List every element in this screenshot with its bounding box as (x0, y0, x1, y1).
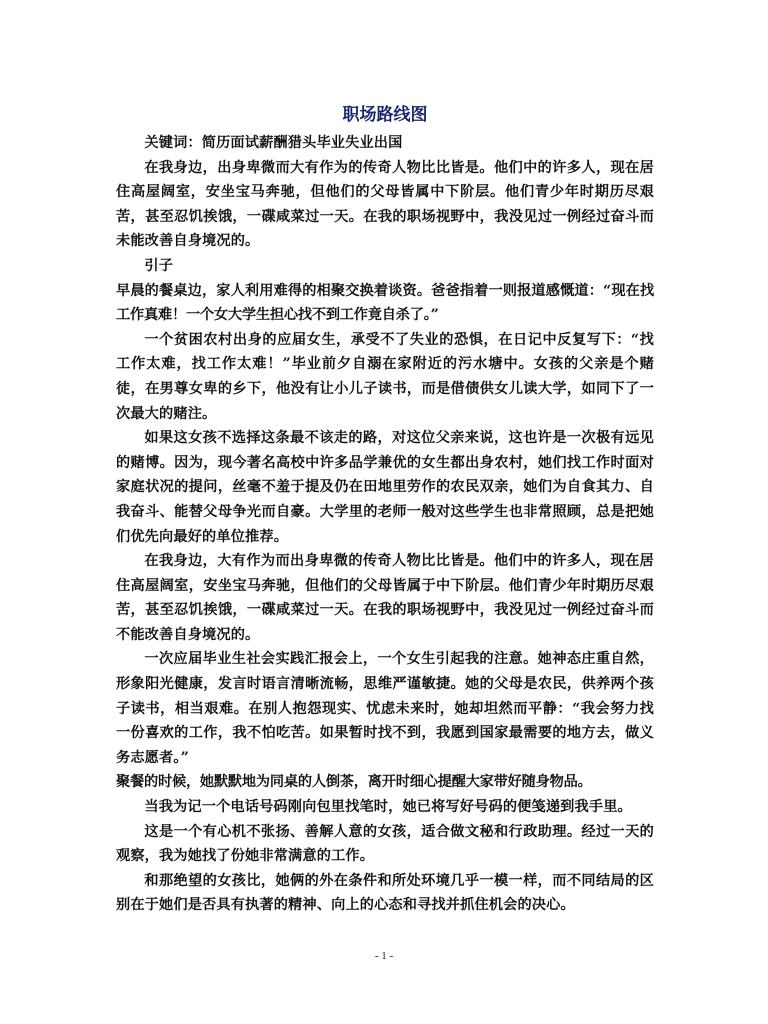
paragraph-10: 和那绝望的女孩比，她俩的外在条件和所处环境几乎一模一样，而不同结局的区别在于她们是否具有执著的精神、向上的心态和寻找并抓住机会的决心。 (116, 872, 654, 914)
document-page (116, 104, 654, 918)
section-heading-intro: 引子 (144, 257, 174, 274)
paragraph-1: 在我身边，出身卑微而大有作为的传奇人物比比皆是。他们中的许多人，现在居住高屋阔室，安坐宝马奔驰，但他们的父母皆属中下阶层。他们青少年时期历尽艰苦，甚至忍饥挨饿，一碟咸菜过一天。在我的职场视野中，我没见过一例经过奋斗而未能改善自身境况的。 (116, 159, 654, 250)
paragraph-4: 如果这女孩不选择这条最不该走的路，对这位父亲来说，这也许是一次极有远见的赌博。因为，现今著名高校中许多品学兼优的女生都出身农村，她们找工作时面对家庭状况的提问，丝毫不羞于提及仍在田地里劳作的农民双亲，她们为自食其力、自我奋斗、能替父母争光而自豪。大学里的老师一般对这些学生也非常照顾，总是把她们优先向最好的单位推荐。 (116, 430, 654, 545)
paragraph-8: 当我为记一个电话号码刚向包里找笔时，她已将写好号码的便笺递到我手里。 (144, 799, 632, 816)
paragraph-6: 一次应届毕业生社会实践汇报会上，一个女生引起我的注意。她神态庄重自然，形象阳光健康，发言时语言清晰流畅，思维严谨敏捷。她的父母是农民，供养两个孩子读书，相当艰难。在别人抱怨现实、忧虑未来时，她却坦然而平静：“我会努力找一份喜欢的工作，我不怕吃苦。如果暂时找不到，我愿到国家最需要的地方去，做义务志愿者。” (116, 651, 654, 766)
page-number: - 1 - (374, 950, 394, 962)
paragraph-5: 在我身边，大有作为而出身卑微的传奇人物比比皆是。他们中的许多人，现在居住高屋阔室，安坐宝马奔驰，但他们的父母皆属于中下阶层。他们青少年时期历尽艰苦，甚至忍饥挨饿，一碟咸菜过一天。在我的职场视野中，我没见过一例经过奋斗而不能改善自身境况的。 (116, 553, 654, 643)
document-title: 职场路线图 (342, 105, 428, 125)
paragraph-9: 这是一个有心机不张扬、善解人意的女孩，适合做文秘和行政助理。经过一天的观察，我为她找了份她非常满意的工作。 (116, 823, 654, 865)
keywords-line: 关键词：简历面试薪酬猎头毕业失业出国 (144, 135, 403, 151)
paragraph-3: 一个贫困农村出身的应届女生，承受不了失业的恐惧，在日记中反复写下：“找工作太难，找工作太难！”毕业前夕自溺在家附近的污水塘中。女孩的父亲是个赌徒，在男尊女卑的乡下，他没有让小儿子读书，而是借债供女儿读大学，如同下了一次最大的赌注。 (116, 331, 654, 422)
paragraph-2: 早晨的餐桌边，家人利用难得的相聚交换着谈资。爸爸指着一则报道感慨道：“现在找工作真难！一个女大学生担心找不到工作竟自杀了。” (116, 282, 654, 324)
paragraph-7: 聚餐的时候，她默默地为同桌的人倒茶，离开时细心提醒大家带好随身物品。 (116, 774, 592, 791)
